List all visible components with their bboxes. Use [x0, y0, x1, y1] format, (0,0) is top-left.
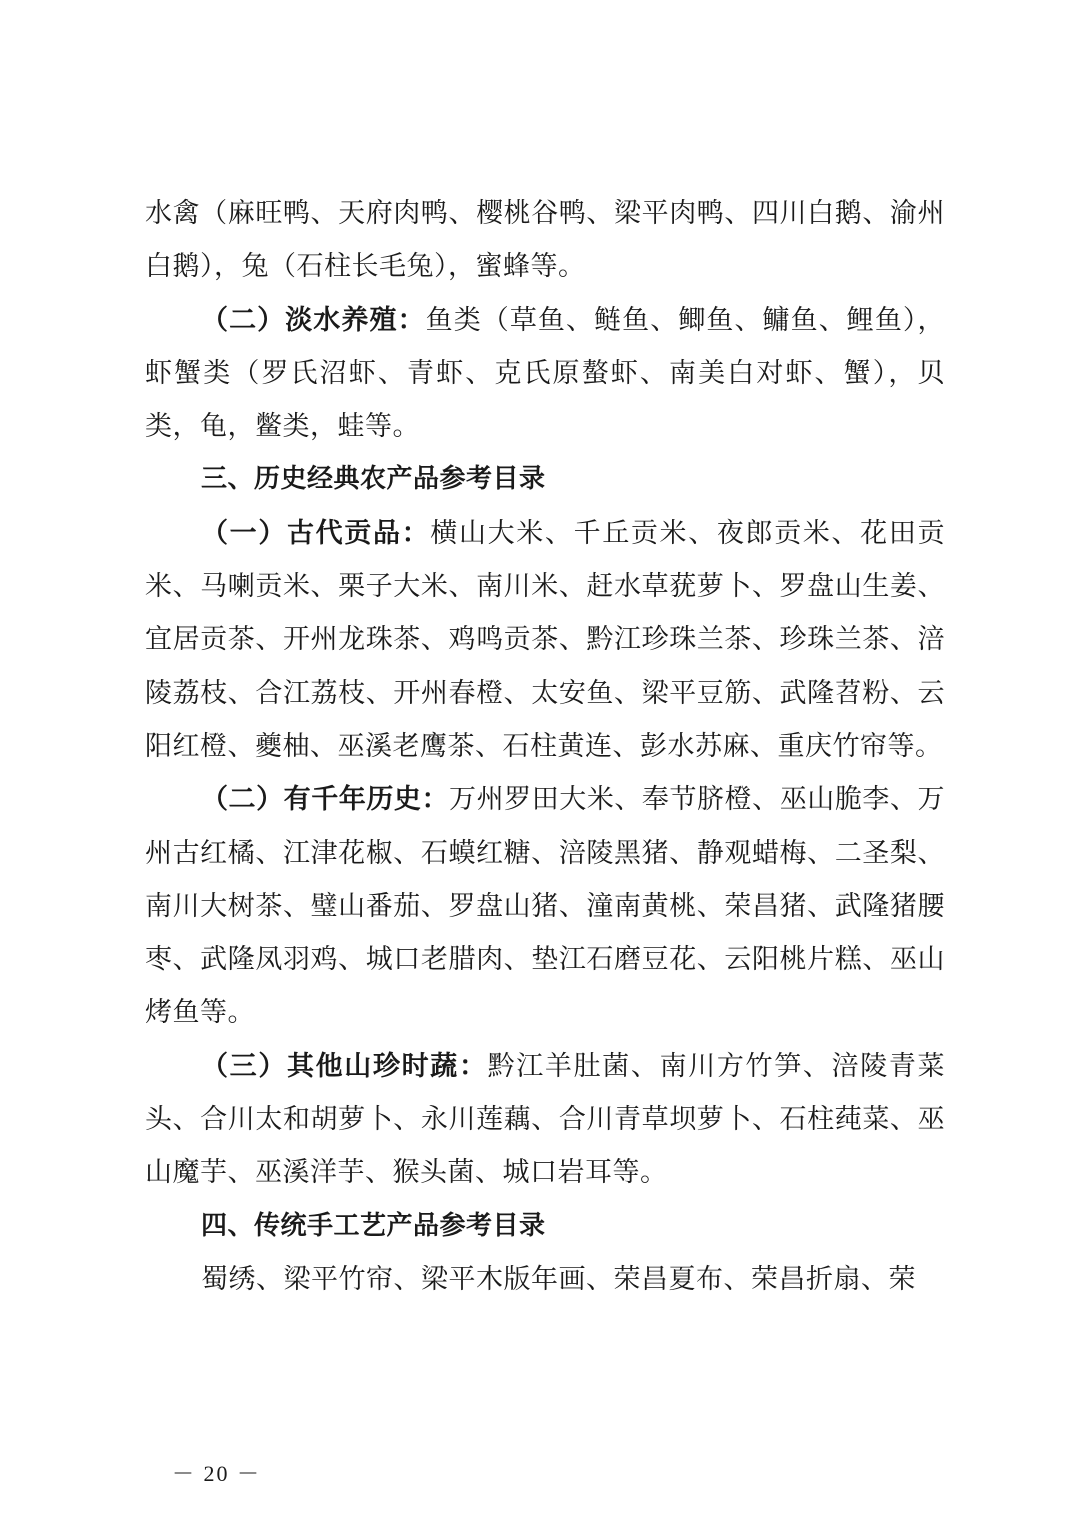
freshwater-body: 鱼类（草鱼、鲢鱼、鲫鱼、鳙鱼、鲤鱼），虾蟹类（罗氏沼虾、青虾、克氏原螯虾、南美白对虾、蟹），贝类，龟，鳖类，蛙等。	[145, 304, 946, 443]
mountain-delicacies-body: 黔江羊肚菌、南川方竹笋、涪陵青菜头、合川太和胡萝卜、永川莲藕、合川青草坝萝卜、石柱莼菜、巫山魔芋、巫溪洋芋、猴头菌、城口岩耳等。	[145, 1050, 946, 1189]
page-number: － 20 －	[172, 1461, 262, 1486]
section-heading-4: 四、传统手工艺产品参考目录	[201, 1210, 546, 1241]
paragraph-poultry: 水禽（麻旺鸭、天府肉鸭、樱桃谷鸭、梁平肉鸭、四川白鹅、渝州白鹅），兔（石柱长毛兔），蜜蜂等。	[145, 198, 945, 283]
ancient-tribute-lead: （一）古代贡品：	[201, 517, 431, 549]
mountain-delicacies-lead: （三）其他山珍时蔬：	[201, 1050, 488, 1082]
paragraph-thousand-years	[145, 773, 945, 1039]
body-text	[145, 187, 945, 1306]
thousand-years-lead: （二）有千年历史：	[201, 784, 450, 816]
paragraph-mountain-delicacies	[145, 1040, 945, 1200]
section-heading-3: 三、历史经典农产品参考目录	[201, 464, 546, 495]
freshwater-lead: （二）淡水养殖：	[201, 304, 426, 336]
paragraph-handicrafts: 蜀绣、梁平竹帘、梁平木版年画、荣昌夏布、荣昌折扇、荣	[201, 1263, 916, 1295]
ancient-tribute-body: 横山大米、千丘贡米、夜郎贡米、花田贡米、马喇贡米、栗子大米、南川米、赶水草莸萝卜、罗盘山生姜、宜居贡茶、开州龙珠茶、鸡鸣贡茶、黔江珍珠兰茶、珍珠兰茶、涪陵荔枝、合江荔枝、开州春橙、太安鱼、梁平豆筋、武隆苕粉、云阳红橙、夔柚、巫溪老鹰茶、石柱黄连、彭水苏麻、重庆竹帘等。	[145, 517, 946, 762]
thousand-years-body: 万州罗田大米、奉节脐橙、巫山脆李、万州古红橘、江津花椒、石蟆红糖、涪陵黑猪、静观蜡梅、二圣梨、南川大树茶、璧山番茄、罗盘山猪、潼南黄桃、荣昌猪、武隆猪腰枣、武隆凤羽鸡、城口老腊肉、垫江石磨豆花、云阳桃片糕、巫山烤鱼等。	[145, 784, 946, 1029]
paragraph-freshwater	[145, 294, 945, 454]
paragraph-ancient-tribute	[145, 507, 945, 773]
